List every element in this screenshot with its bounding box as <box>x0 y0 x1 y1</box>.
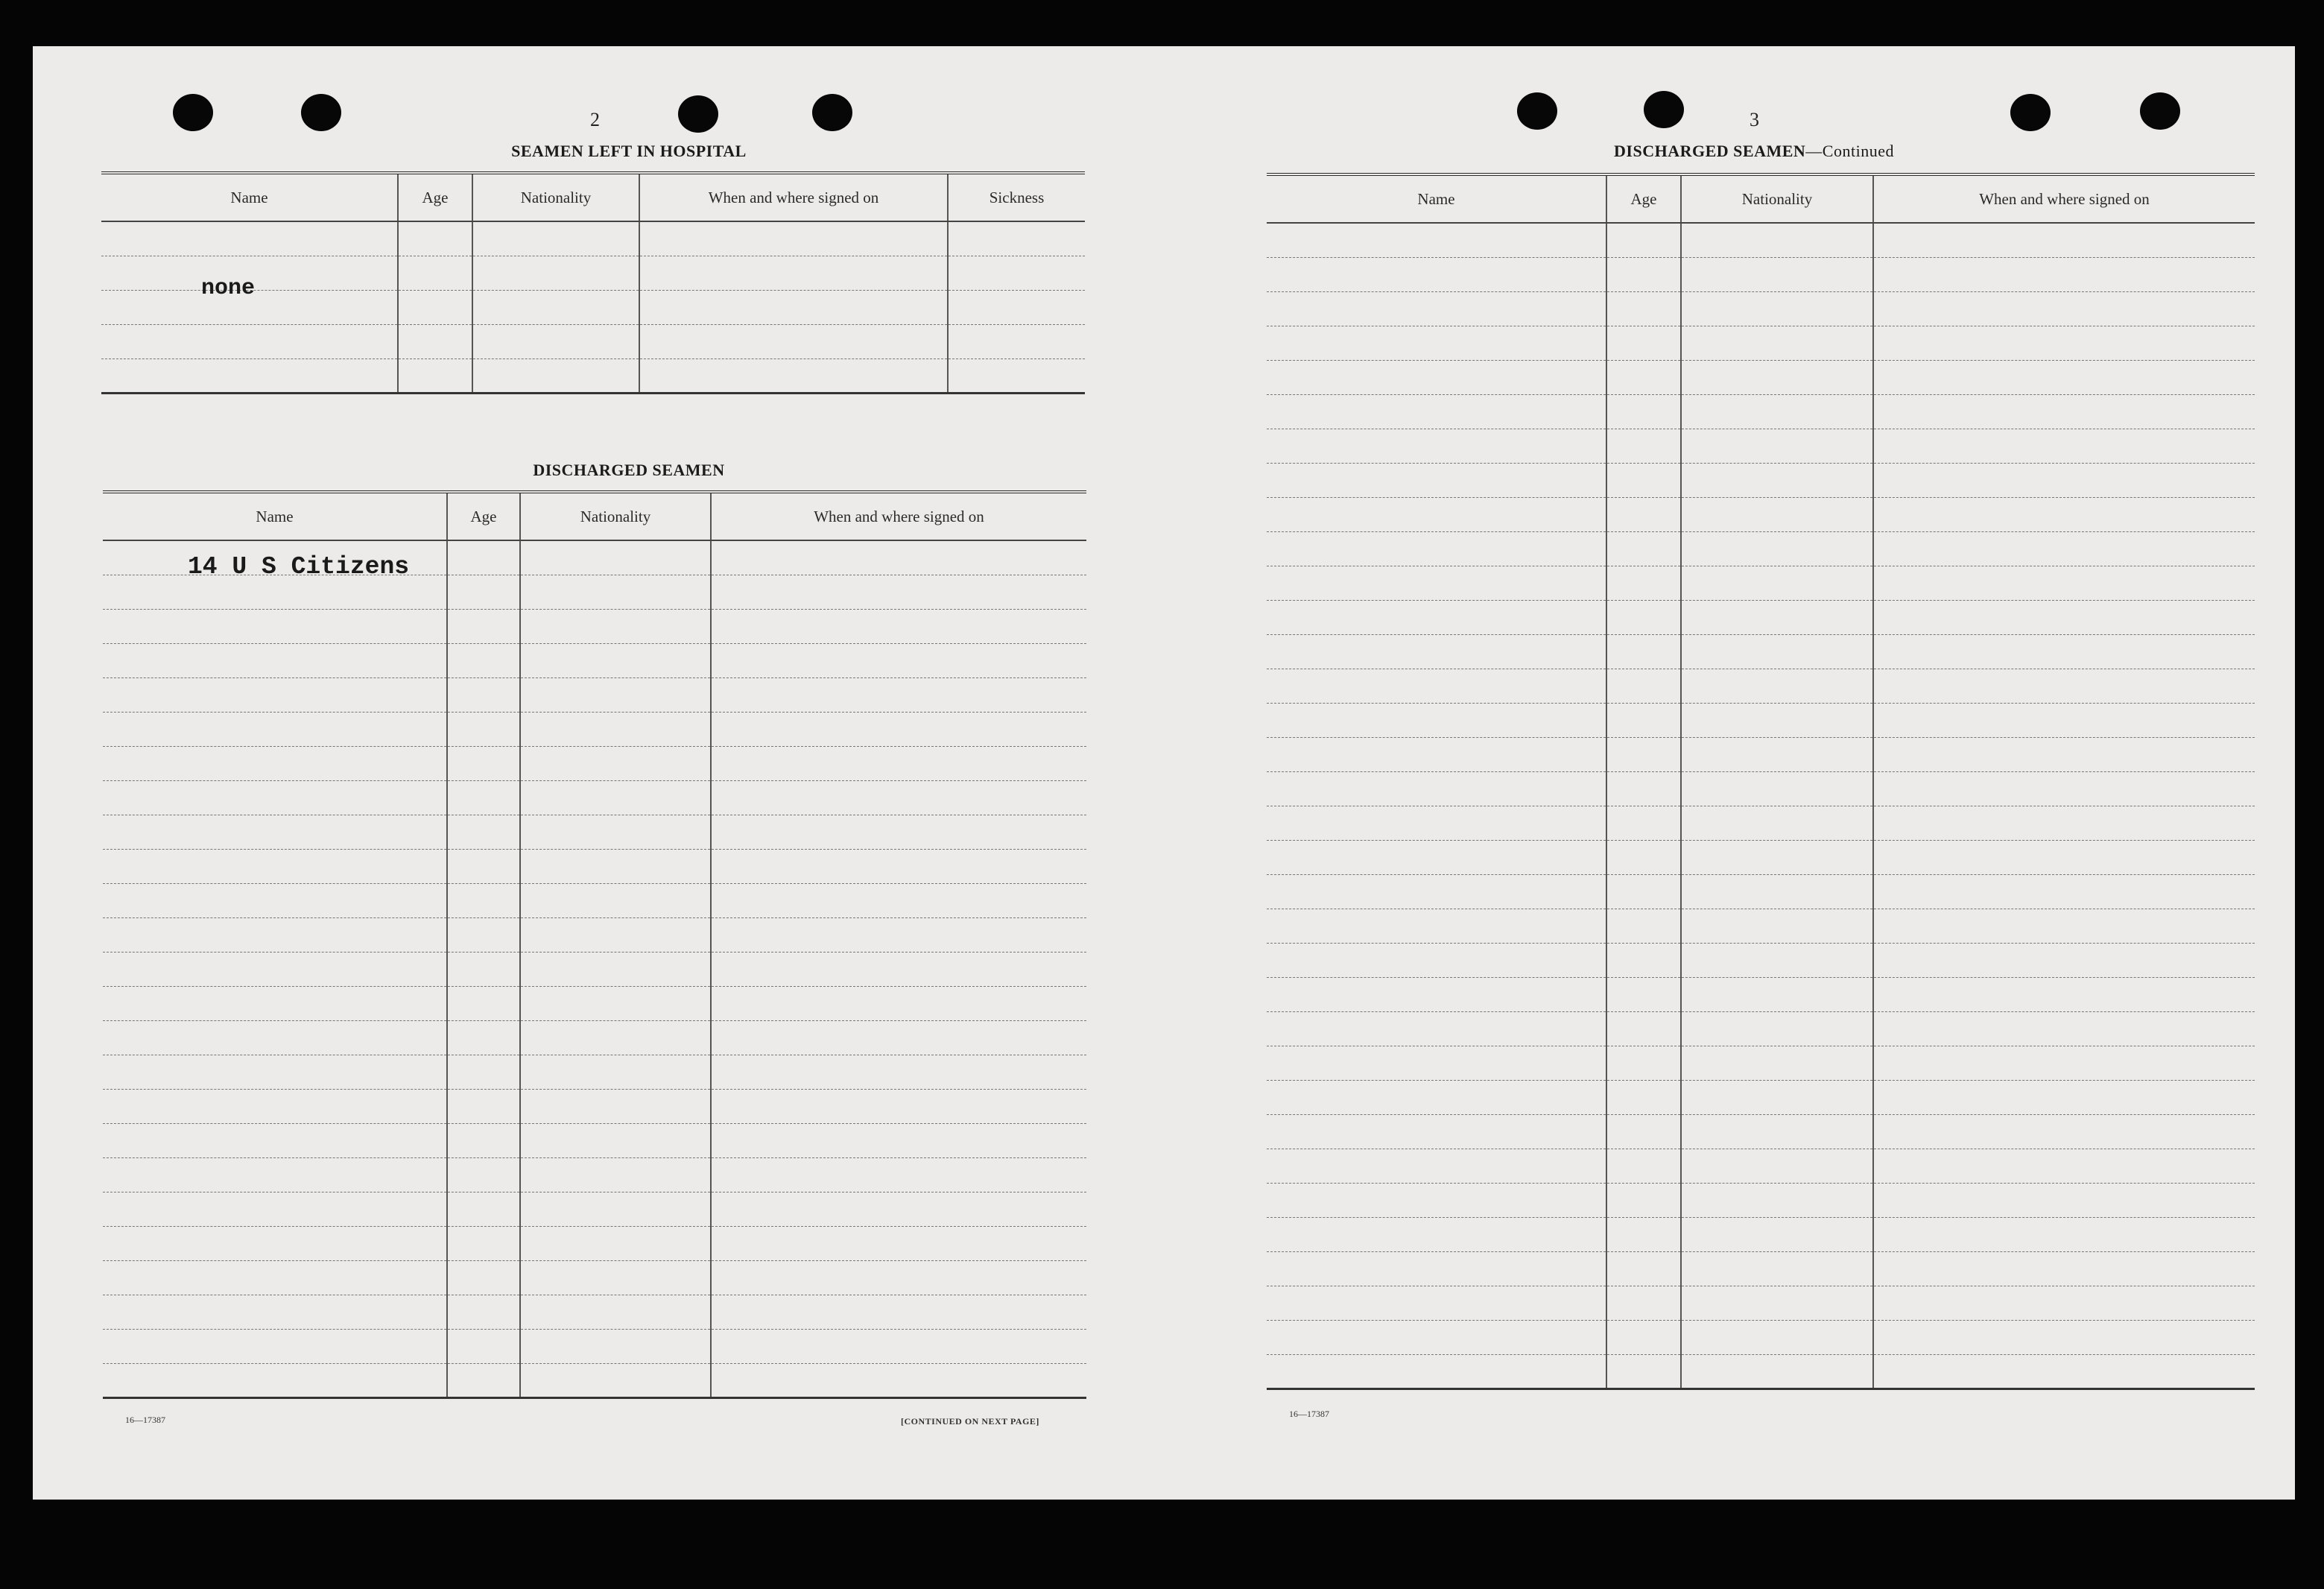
table-row <box>103 1226 1086 1260</box>
table-row <box>1267 1251 2255 1286</box>
table-row <box>1267 737 2255 771</box>
table-row <box>1267 977 2255 1011</box>
column-header-sickness: Sickness <box>948 173 1085 221</box>
table-row <box>103 815 1086 849</box>
table-row <box>1267 463 2255 497</box>
table-row <box>103 609 1086 643</box>
table-row <box>103 1260 1086 1295</box>
column-header-nationality: Nationality <box>520 492 711 540</box>
table-row <box>103 1192 1086 1226</box>
table-row <box>1267 771 2255 806</box>
table-row <box>1267 497 2255 531</box>
table-row <box>103 780 1086 815</box>
column-header-age: Age <box>1606 174 1681 223</box>
column-header-nationality: Nationality <box>1681 174 1873 223</box>
table-row <box>1267 1354 2255 1389</box>
table-row <box>1267 600 2255 634</box>
table-row <box>103 986 1086 1020</box>
table-row <box>1267 669 2255 703</box>
punch-hole <box>678 95 718 133</box>
table-row <box>101 221 1085 256</box>
table-row <box>1267 943 2255 977</box>
table-row <box>1267 291 2255 326</box>
column-header-nationality: Nationality <box>472 173 639 221</box>
discharged-continued-table <box>1267 173 2255 1390</box>
discharged-continued-title <box>1471 142 2037 161</box>
table-row <box>103 849 1086 883</box>
form-sheet <box>33 46 2295 1500</box>
table-row <box>1267 326 2255 360</box>
hospital-header-row <box>101 173 1085 221</box>
table-row <box>103 677 1086 712</box>
table-row <box>103 1363 1086 1397</box>
punch-hole <box>1644 91 1684 128</box>
table-row <box>103 746 1086 780</box>
hospital-section-title: SEAMEN LEFT IN HOSPITAL <box>511 142 747 160</box>
table-row <box>1267 1046 2255 1080</box>
discharged-section-title: DISCHARGED SEAMEN <box>533 461 725 479</box>
table-row <box>1267 874 2255 909</box>
section-title-text: DISCHARGED SEAMEN <box>1614 142 1806 160</box>
table-row <box>103 1055 1086 1089</box>
punch-hole <box>301 94 341 131</box>
hospital-entry: none <box>201 276 256 301</box>
column-header-name: Name <box>1267 174 1606 223</box>
column-header-signed-on: When and where signed on <box>639 173 948 221</box>
discharged-continued-header-row <box>1267 174 2255 223</box>
table-row <box>1267 909 2255 943</box>
discharged-entry: 14 U S Citizens <box>188 553 410 581</box>
table-row <box>103 712 1086 746</box>
table-row <box>1267 566 2255 600</box>
punch-hole <box>2140 92 2180 130</box>
left-page <box>33 46 1150 1500</box>
form-number: 16—17387 <box>1289 1409 1329 1419</box>
table-row <box>103 1123 1086 1157</box>
discharged-table <box>103 490 1086 1399</box>
column-header-age: Age <box>447 492 520 540</box>
punch-hole <box>1517 92 1557 130</box>
table-row <box>1267 1011 2255 1046</box>
column-header-name: Name <box>101 173 398 221</box>
form-number: 16—17387 <box>125 1415 165 1425</box>
column-header-age: Age <box>398 173 472 221</box>
table-row <box>1267 806 2255 840</box>
table-row <box>1267 257 2255 291</box>
table-row <box>1267 840 2255 874</box>
table-row <box>101 358 1085 393</box>
table-row <box>1267 531 2255 566</box>
table-row <box>1267 1217 2255 1251</box>
continued-note: [CONTINUED ON NEXT PAGE] <box>901 1416 1039 1427</box>
table-row <box>103 1020 1086 1055</box>
table-row <box>103 643 1086 677</box>
discharged-header-row <box>103 492 1086 540</box>
table-row <box>1267 634 2255 669</box>
table-row <box>1267 223 2255 257</box>
table-row <box>101 324 1085 358</box>
punch-hole <box>2010 94 2051 131</box>
punch-hole <box>812 94 852 131</box>
table-row <box>1267 394 2255 429</box>
table-row <box>103 952 1086 986</box>
table-row <box>1267 1320 2255 1354</box>
table-row <box>103 883 1086 917</box>
column-header-name: Name <box>103 492 447 540</box>
table-row <box>1267 1149 2255 1183</box>
table-row <box>103 1329 1086 1363</box>
continued-suffix: —Continued <box>1805 142 1894 160</box>
punch-hole <box>173 94 213 131</box>
table-row <box>1267 703 2255 737</box>
table-row <box>103 917 1086 952</box>
table-row <box>1267 360 2255 394</box>
page-number: 3 <box>1750 109 1759 130</box>
page-number: 2 <box>590 109 600 130</box>
right-page <box>1173 46 2295 1500</box>
table-row <box>103 1295 1086 1329</box>
table-row <box>1267 1286 2255 1320</box>
table-row <box>1267 1114 2255 1149</box>
column-header-signed-on: When and where signed on <box>1873 174 2255 223</box>
table-row <box>1267 1183 2255 1217</box>
table-row <box>103 1089 1086 1123</box>
column-header-signed-on: When and where signed on <box>711 492 1086 540</box>
table-row <box>1267 1080 2255 1114</box>
table-row <box>103 1157 1086 1192</box>
table-row <box>1267 429 2255 463</box>
